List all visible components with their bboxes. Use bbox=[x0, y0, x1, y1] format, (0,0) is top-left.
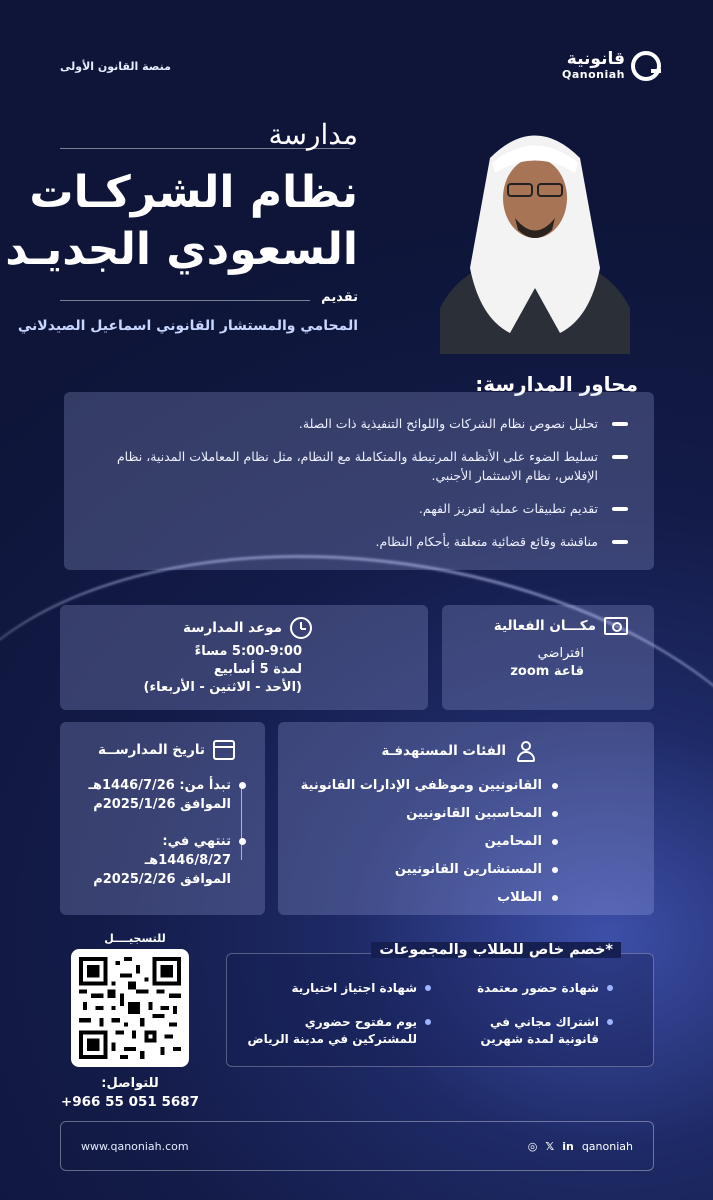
list-item: المحامين bbox=[294, 828, 542, 856]
brand-logo bbox=[562, 50, 661, 81]
linkedin-icon[interactable]: in bbox=[562, 1139, 574, 1153]
list-item: المحاسبين القانونيين bbox=[294, 800, 542, 828]
benefit-text: يوم مفتوح حضوري للمشتركين في مدينة الرياض bbox=[247, 1015, 417, 1046]
dash-bullet-icon bbox=[612, 540, 628, 544]
clock-icon bbox=[290, 617, 312, 639]
timeline-line bbox=[241, 788, 242, 860]
contact-label: للتواصل: bbox=[101, 1076, 159, 1091]
hero-kicker: مدارسة bbox=[268, 118, 358, 151]
end-date-hijri: تنتهي في: 1446/8/27هـ bbox=[144, 834, 231, 868]
schedule-card bbox=[60, 605, 428, 710]
bullet-icon bbox=[425, 1019, 431, 1025]
discount-title: *خصم خاص للطلاب والمجموعات bbox=[371, 942, 621, 958]
list-item bbox=[241, 1014, 431, 1048]
social-links bbox=[528, 1140, 633, 1153]
register-label: للتسجيــــل bbox=[104, 932, 166, 945]
list-item: القانونيين وموظفي الإدارات القانونية bbox=[294, 772, 542, 800]
timeline-dot-icon bbox=[239, 838, 246, 845]
list-item: المستشارين القانونيين bbox=[294, 856, 542, 884]
targets-card bbox=[278, 722, 654, 915]
website-link[interactable]: www.qanoniah.com bbox=[81, 1139, 189, 1153]
bullet-icon bbox=[425, 985, 431, 991]
start-date-hijri: تبدأ من: 1446/7/26هـ bbox=[88, 778, 231, 793]
registration-qr-code[interactable] bbox=[71, 949, 189, 1067]
axes-title: محاور المدارسة: bbox=[475, 372, 638, 396]
instagram-icon[interactable]: ◎ bbox=[527, 1139, 538, 1153]
list-item bbox=[90, 447, 628, 485]
schedule-title: موعد المدارسة bbox=[183, 620, 282, 636]
bullet-icon bbox=[607, 985, 613, 991]
dates-title: تاريخ المدارســة bbox=[97, 742, 205, 758]
timeline-dot-icon bbox=[239, 782, 246, 789]
list-item bbox=[90, 532, 628, 551]
dash-bullet-icon bbox=[612, 455, 628, 459]
presented-by-label: تقديم bbox=[321, 290, 358, 305]
schedule-days: (الأحد - الاثنين - الأربعاء) bbox=[143, 680, 302, 695]
divider bbox=[60, 300, 310, 301]
list-item bbox=[90, 499, 628, 518]
list-item bbox=[453, 1014, 613, 1048]
place-type: افتراضي bbox=[537, 646, 584, 661]
place-room: قاعة zoom bbox=[510, 664, 584, 679]
axis-text: تحليل نصوص نظام الشركات واللوائح التنفيذية ذات الصلة. bbox=[298, 416, 598, 431]
targets-title: الفئات المستهدفـة bbox=[381, 743, 506, 759]
axis-text: مناقشة وقائع قضائية متعلقة بأحكام النظام. bbox=[375, 534, 598, 549]
place-title: مكـــان الفعالية bbox=[493, 618, 596, 634]
start-date-gregorian: الموافق 2025/1/26م bbox=[93, 797, 231, 812]
footer bbox=[60, 1121, 654, 1171]
calendar-icon bbox=[213, 740, 235, 760]
presenter-name: المحامي والمستشار القانوني اسماعيل الصيدلاني bbox=[17, 318, 358, 334]
schedule-duration: لمدة 5 أسابيع bbox=[213, 662, 302, 677]
logo-english: Qanoniah bbox=[561, 68, 625, 81]
benefit-text: شهادة حضور معتمدة bbox=[477, 981, 599, 995]
start-date bbox=[76, 776, 231, 814]
dates-card bbox=[60, 722, 265, 915]
axes-panel bbox=[64, 392, 654, 570]
schedule-time: 5:00-9:00 مساءً bbox=[194, 644, 302, 659]
audience-icon bbox=[514, 740, 538, 762]
list-item bbox=[90, 414, 628, 433]
hero-title-line1: نظام الشركـات bbox=[29, 167, 358, 218]
place-card bbox=[442, 605, 654, 710]
social-handle: qanoniah bbox=[581, 1139, 633, 1153]
list-item bbox=[291, 980, 431, 997]
divider bbox=[60, 148, 350, 149]
tagline: منصة القانون الأولى bbox=[60, 60, 171, 73]
hero-title-line2: السعودي الجديـد bbox=[5, 224, 358, 275]
bullet-icon bbox=[607, 1019, 613, 1025]
phone-number[interactable]: +966 55 051 5687 bbox=[60, 1094, 200, 1110]
benefit-text: اشتراك مجاني في قانونية لمدة شهرين bbox=[480, 1015, 599, 1046]
benefit-text: شهادة اجتياز اختيارية bbox=[291, 981, 417, 995]
list-item bbox=[477, 980, 613, 997]
online-meeting-icon bbox=[604, 617, 628, 635]
list-item: الطلاب bbox=[294, 884, 542, 912]
axis-text: تسليط الضوء على الأنظمة المرتبطة والمتكاملة مع النظام، مثل نظام المعاملات المدنية، نظام الإفلاس، نظام الاستثمار الأجنبي. bbox=[116, 449, 598, 483]
logo-mark-icon bbox=[631, 51, 661, 81]
axis-text: تقديم تطبيقات عملية لتعزيز الفهم. bbox=[418, 501, 598, 516]
dash-bullet-icon bbox=[612, 422, 628, 426]
logo-arabic: قانونية bbox=[566, 49, 625, 69]
discount-box bbox=[226, 953, 654, 1067]
dash-bullet-icon bbox=[612, 507, 628, 511]
end-date bbox=[76, 832, 231, 889]
presenter-photo bbox=[440, 118, 630, 354]
end-date-gregorian: الموافق 2025/2/26م bbox=[93, 872, 231, 887]
x-icon[interactable]: 𝕏 bbox=[545, 1139, 555, 1153]
